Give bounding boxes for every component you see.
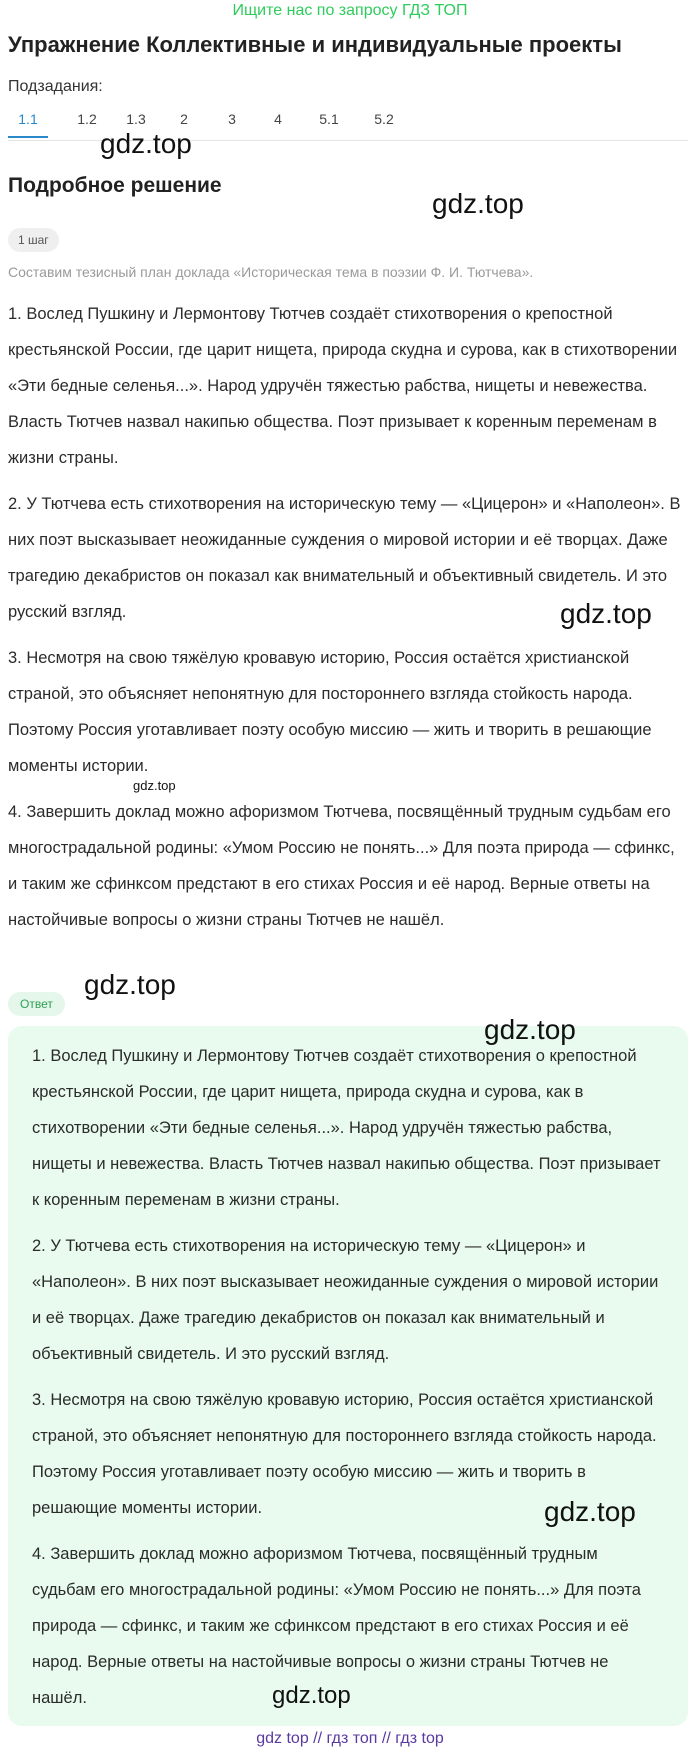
- promo-banner[interactable]: Ищите нас по запросу ГДЗ ТОП: [232, 2, 468, 19]
- footer-link-gdz-top[interactable]: gdz top: [256, 1730, 309, 1747]
- footer-separator: //: [313, 1730, 323, 1747]
- solution-paragraph-4: 4. Завершить доклад можно афоризмом Тютчева, посвящённый трудным судьбам его многострадальной родины: «Умом Россию не понять...» Для поэта природа — сфинкс, и таким же сфинксом предстают в его стихах Россия и её народ. Верные ответы на настойчивые вопросы о жизни страны Тютчев не нашёл.: [8, 803, 675, 929]
- tab-5-2[interactable]: 5.2: [374, 111, 394, 127]
- tab-4[interactable]: 4: [274, 111, 282, 127]
- tab-1-3[interactable]: 1.3: [126, 111, 146, 127]
- step-badge: 1 шаг: [8, 228, 59, 252]
- footer-link-gdz-top-mixed[interactable]: гдз top: [395, 1730, 444, 1747]
- tab-2[interactable]: 2: [180, 111, 188, 127]
- watermark: gdz.top: [432, 188, 524, 219]
- tab-1-1[interactable]: 1.1: [8, 104, 48, 138]
- watermark: gdz.top: [133, 778, 176, 793]
- answer-badge: Ответ: [8, 992, 65, 1016]
- answer-paragraph-2: 2. У Тютчева есть стихотворения на историческую тему — «Цицерон» и «Наполеон». В них поэт высказывает неожиданные суждения о мировой истории и её творцах. Даже трагедию декабристов он показал как внимательный и объективный свидетель. И это русский взгляд.: [32, 1237, 659, 1363]
- answer-paragraph-1: 1. Вослед Пушкину и Лермонтову Тютчев создаёт стихотворения о крепостной крестьянской России, где царит нищета, природа скудна и сурова, как в стихотворении «Эти бедные селенья...». Народ удручён тяжестью рабства, нищеты и невежества. Власть Тютчев назвал накипью общества. Поэт призывает к коренным переменам в жизни страны.: [32, 1047, 661, 1209]
- solution-paragraph-1: 1. Вослед Пушкину и Лермонтову Тютчев создаёт стихотворения о крепостной крестьянской России, где царит нищета, природа скудна и сурова, как в стихотворении «Эти бедные селенья...». Народ удручён тяжестью рабства, нищеты и невежества. Власть Тютчев назвал накипью общества. Поэт призывает к коренным переменам в жизни страны.: [8, 305, 678, 467]
- section-title: Подробное решение: [8, 174, 222, 197]
- solution-paragraph-3: 3. Несмотря на свою тяжёлую кровавую историю, Россия остаётся христианской страной, это объясняет непонятную для постороннего взгляда стойкость народа. Поэтому Россия уготавливает поэту особую миссию — жить и творить в решающие моменты истории.: [8, 649, 652, 775]
- watermark: gdz.top: [484, 1014, 576, 1045]
- watermark: gdz.top: [560, 598, 652, 629]
- watermark: gdz.top: [544, 1496, 636, 1527]
- answer-paragraph-3: 3. Несмотря на свою тяжёлую кровавую историю, Россия остаётся христианской страной, это объясняет непонятную для постороннего взгляда стойкость народа. Поэтому Россия уготавливает поэту особую миссию — жить и творить в решающие моменты истории.: [32, 1391, 657, 1517]
- subtasks-label: Подзадания:: [8, 78, 103, 95]
- answer-paragraph-4: 4. Завершить доклад можно афоризмом Тютчева, посвящённый трудным судьбам его многострадальной родины: «Умом Россию не понять...» Для поэта природа — сфинкс, и таким же сфинксом предстают в его стихах Россия и её народ. Верные ответы на настойчивые вопросы о жизни страны Тютчев не нашёл.: [32, 1545, 641, 1707]
- footer-links: [0, 1730, 700, 1748]
- watermark: gdz.top: [272, 1682, 351, 1709]
- tab-1-2[interactable]: 1.2: [77, 111, 97, 127]
- watermark: gdz.top: [100, 128, 192, 159]
- watermark: gdz.top: [84, 969, 176, 1000]
- solution-paragraph-2: 2. У Тютчева есть стихотворения на историческую тему — «Цицерон» и «Наполеон». В них поэт высказывает неожиданные суждения о мировой истории и её творцах. Даже трагедию декабристов он показал как внимательный и объективный свидетель. И это русский взгляд.: [8, 495, 681, 621]
- tab-5-1[interactable]: 5.1: [319, 111, 339, 127]
- answer-box: [8, 1026, 688, 1726]
- footer-separator: //: [381, 1730, 391, 1747]
- page-title: Упражнение Коллективные и индивидуальные проекты: [8, 32, 622, 57]
- footer-link-gdz-top-ru[interactable]: гдз топ: [326, 1730, 378, 1747]
- intro-text: Составим тезисный план доклада «Историческая тема в поэзии Ф. И. Тютчева».: [8, 264, 534, 280]
- tab-3[interactable]: 3: [228, 111, 236, 127]
